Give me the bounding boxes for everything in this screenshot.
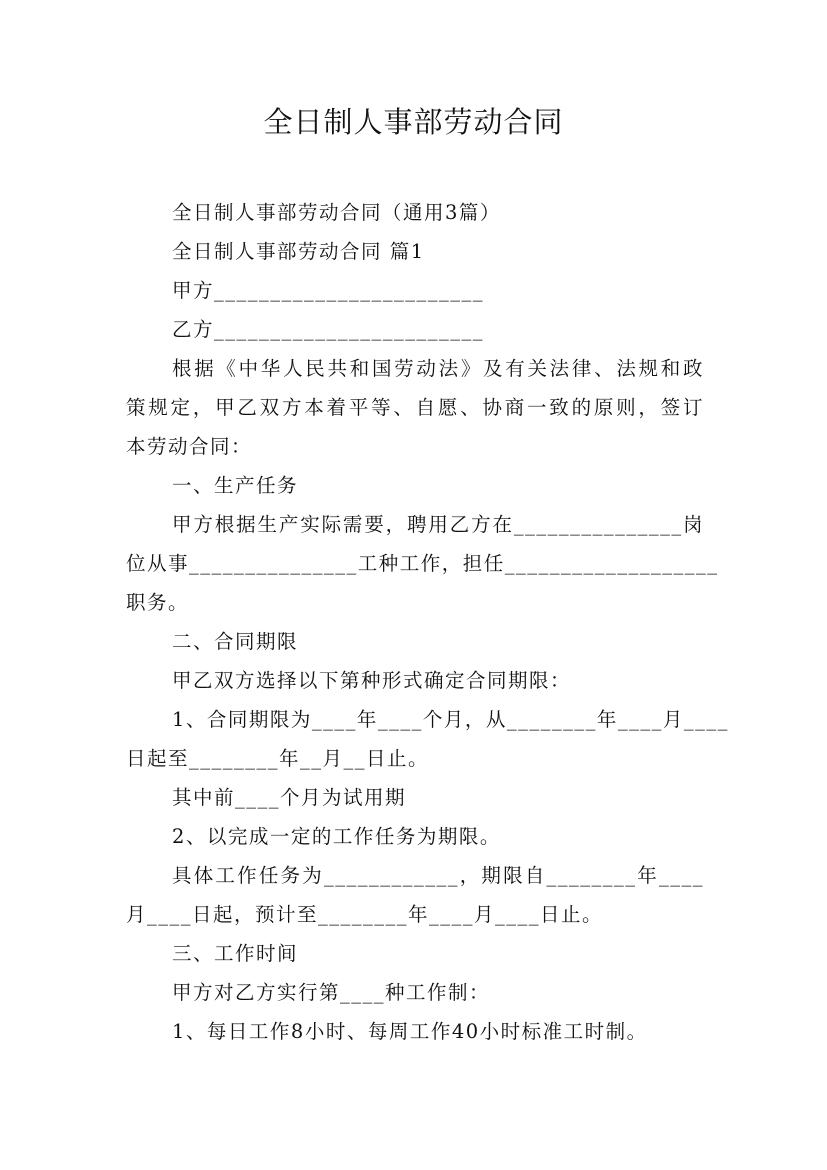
paragraph-line: 具体工作任务为____________，期限自________年____	[172, 864, 704, 887]
clause-heading: 一、生产任务	[172, 474, 299, 497]
party-b-field: 乙方________________________	[172, 318, 485, 341]
paragraph-line: 职务。	[126, 591, 190, 614]
clause-heading: 二、合同期限	[172, 630, 299, 653]
paragraph-line: 1、每日工作8小时、每周工作40小时标准工时制。	[172, 1020, 648, 1043]
document-body	[126, 193, 729, 1051]
paragraph-line: 策规定，甲乙双方本着平等、自愿、协商一致的原则，签订	[126, 396, 704, 419]
party-a-field: 甲方________________________	[172, 279, 485, 302]
clause-heading: 三、工作时间	[172, 942, 299, 965]
doc-subtitle: 全日制人事部劳动合同（通用3篇）	[172, 201, 501, 224]
paragraph-line: 甲方对乙方实行第____种工作制：	[172, 981, 491, 1004]
paragraph-line: 日起至________年__月__日止。	[126, 747, 430, 770]
paragraph-line: 本劳动合同：	[126, 435, 253, 458]
paragraph-line: 甲乙双方选择以下第种形式确定合同期限：	[172, 669, 572, 692]
paragraph-line: 其中前____个月为试用期	[172, 786, 407, 809]
paragraph-line: 位从事_______________工种工作，担任___________________	[126, 552, 719, 575]
paragraph-line: 2、以完成一定的工作任务为期限。	[172, 825, 501, 848]
paragraph-line: 1、合同期限为____年____个月，从________年____月____	[172, 708, 729, 731]
section-heading: 全日制人事部劳动合同 篇1	[172, 240, 425, 263]
document-title: 全日制人事部劳动合同	[263, 105, 564, 139]
paragraph-line: 月____日起，预计至________年____月____日止。	[126, 903, 604, 926]
paragraph-line: 根据《中华人民共和国劳动法》及有关法律、法规和政	[172, 357, 704, 380]
paragraph-line: 甲方根据生产实际需要，聘用乙方在_______________岗	[172, 513, 704, 536]
